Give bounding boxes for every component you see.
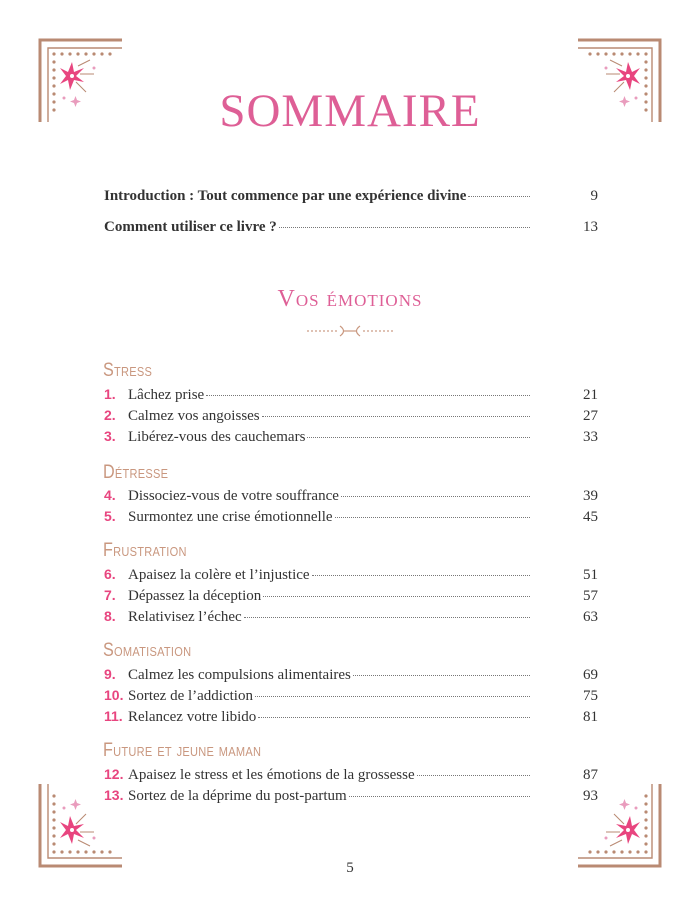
- entry-number: 7.: [104, 587, 116, 603]
- toc-entry-page: 69: [583, 667, 598, 683]
- entry-number: 1.: [104, 386, 116, 402]
- toc-entry[interactable]: [104, 386, 598, 408]
- entry-number: 12.: [104, 766, 124, 782]
- entry-number: 11.: [104, 708, 123, 724]
- section-title: Vos émotions: [277, 286, 423, 312]
- toc-entry-label: Dépassez la déception: [128, 588, 262, 604]
- entry-number: 9.: [104, 666, 116, 682]
- toc-entry[interactable]: [104, 188, 598, 210]
- toc-entry-page: 87: [583, 767, 598, 783]
- dot-leader: [262, 416, 530, 417]
- toc-entry[interactable]: [104, 687, 598, 709]
- toc-entry-label: Apaisez le stress et les émotions de la grossesse: [128, 767, 415, 783]
- dot-leader: [258, 717, 530, 718]
- entry-number: 2.: [104, 407, 116, 423]
- page-title: SOMMAIRE: [219, 85, 481, 137]
- toc-entry-label: Calmez les compulsions alimentaires: [128, 667, 351, 683]
- toc-entry-page: 81: [583, 709, 598, 725]
- category-heading: Stress: [103, 360, 153, 381]
- toc-entry-page: 45: [583, 509, 598, 525]
- dot-leader: [468, 196, 530, 197]
- entry-number: 3.: [104, 428, 116, 444]
- dot-leader: [312, 575, 530, 576]
- toc-entry-label: Sortez de l’addiction: [128, 688, 253, 704]
- toc-entry[interactable]: [104, 407, 598, 429]
- toc-entry-page: 75: [583, 688, 598, 704]
- entry-number: 8.: [104, 608, 116, 624]
- toc-entry-label: Comment utiliser ce livre ?: [104, 219, 277, 235]
- toc-entry[interactable]: [104, 219, 598, 241]
- dot-leader: [244, 617, 530, 618]
- toc-entry-page: 57: [583, 588, 598, 604]
- toc-entry[interactable]: [104, 666, 598, 688]
- dot-leader: [353, 675, 530, 676]
- toc-entry-page: 51: [583, 567, 598, 583]
- category-heading: Frustration: [103, 540, 187, 561]
- toc-entry-page: 21: [583, 387, 598, 403]
- toc-entry[interactable]: [104, 428, 598, 450]
- category-heading: Somatisation: [103, 640, 192, 661]
- category-heading: Future et jeune maman: [103, 740, 262, 761]
- toc-entry-page: 93: [583, 788, 598, 804]
- entry-number: 5.: [104, 508, 116, 524]
- ornamental-divider: [300, 323, 400, 337]
- toc-entry-page: 33: [583, 429, 598, 445]
- toc-entry[interactable]: [104, 487, 598, 509]
- toc-entry-label: Apaisez la colère et l’injustice: [128, 567, 310, 583]
- toc-entry-page: 13: [583, 219, 598, 235]
- category-heading: Détresse: [103, 462, 169, 483]
- toc-entry[interactable]: [104, 587, 598, 609]
- toc-entry[interactable]: [104, 508, 598, 530]
- toc-entry[interactable]: [104, 766, 598, 788]
- toc-entry-label: Sortez de la déprime du post-partum: [128, 788, 347, 804]
- dot-leader: [263, 596, 530, 597]
- dot-leader: [255, 696, 530, 697]
- toc-entry[interactable]: [104, 787, 598, 809]
- dot-leader: [417, 775, 530, 776]
- dot-leader: [279, 227, 530, 228]
- toc-entry-label: Introduction : Tout commence par une expérience divine: [104, 188, 467, 204]
- dot-leader: [341, 496, 530, 497]
- page-number: 5: [346, 860, 354, 876]
- entry-number: 10.: [104, 687, 124, 703]
- entry-number: 4.: [104, 487, 116, 503]
- toc-entry[interactable]: [104, 708, 598, 730]
- toc-entry-label: Calmez vos angoisses: [128, 408, 260, 424]
- toc-entry-page: 63: [583, 609, 598, 625]
- toc-entry-label: Dissociez-vous de votre souffrance: [128, 488, 339, 504]
- toc-entry-label: Relativisez l’échec: [128, 609, 242, 625]
- dot-leader: [307, 437, 530, 438]
- dot-leader: [349, 796, 530, 797]
- entry-number: 6.: [104, 566, 116, 582]
- toc-entry-page: 27: [583, 408, 598, 424]
- toc-entry[interactable]: [104, 566, 598, 588]
- entry-number: 13.: [104, 787, 124, 803]
- toc-entry[interactable]: [104, 608, 598, 630]
- toc-entry-label: Lâchez prise: [128, 387, 205, 403]
- dot-leader: [335, 517, 530, 518]
- dot-leader: [206, 395, 530, 396]
- toc-entry-label: Libérez-vous des cauchemars: [128, 429, 306, 445]
- toc-entry-label: Relancez votre libido: [128, 709, 257, 725]
- toc-entry-label: Surmontez une crise émotionnelle: [128, 509, 333, 525]
- toc-entry-page: 9: [590, 188, 598, 204]
- toc-entry-page: 39: [583, 488, 598, 504]
